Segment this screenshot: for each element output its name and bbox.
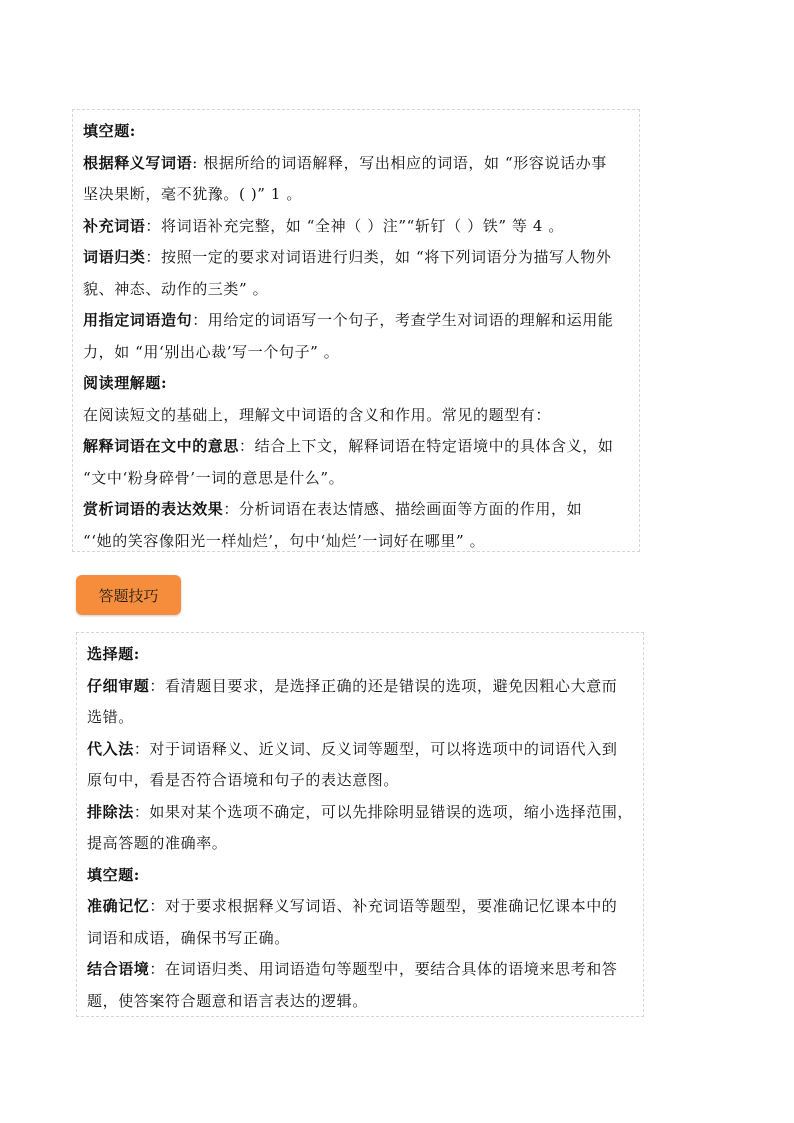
list-item xyxy=(83,211,629,243)
term-label: 代入法 xyxy=(87,739,134,758)
term-label: 排除法 xyxy=(87,802,134,821)
list-item xyxy=(83,148,629,180)
list-item xyxy=(87,797,633,829)
term-label: 准确记忆 xyxy=(87,897,150,915)
answer-tips-tag: 答题技巧 xyxy=(76,575,181,615)
item-text-continued: 词语和成语，确保书写正确。 xyxy=(87,928,290,947)
term-label: 仔细审题 xyxy=(87,676,150,695)
section-heading-reading: 阅读理解题: xyxy=(83,374,168,392)
term-label: 根据释义写词语 xyxy=(83,153,193,172)
list-item xyxy=(83,305,629,337)
list-item xyxy=(87,734,633,766)
list-item xyxy=(83,242,629,274)
term-label: 赏析词语的表达效果 xyxy=(83,500,224,518)
item-text: ：对于词语释义、近义词、反义词等题型，可以将选项中的词语代入到 xyxy=(133,739,618,758)
term-label: 补充词语 xyxy=(83,216,146,235)
list-item xyxy=(83,431,629,463)
item-text: : 根据所给的词语解释，写出相应的词语，如 “形容说话办事 xyxy=(192,153,607,172)
term-label: 用指定词语造句 xyxy=(83,311,193,329)
item-text-continued: 题，使答案符合题意和语言表达的逻辑。 xyxy=(87,991,368,1010)
item-text-continued: 选错。 xyxy=(87,708,134,726)
list-item xyxy=(87,671,633,703)
term-label: 解释词语在文中的意思 xyxy=(83,437,240,455)
item-text-continued: 坚决果断，毫不犹豫。( )” 1 。 xyxy=(83,185,303,203)
section-heading-fill-in: 填空题: xyxy=(83,122,136,140)
section-heading-choice: 选择题: xyxy=(87,645,140,663)
item-text-continued: 提高答题的准确率。 xyxy=(87,834,228,852)
section-heading-fill-in: 填空题: xyxy=(87,865,140,884)
list-item xyxy=(87,891,633,923)
item-text-continued: 原句中，看是否符合语境和句子的表达意图。 xyxy=(87,771,400,789)
item-text: ：用给定的词语写一个句子，考查学生对词语的理解和运用能 xyxy=(192,311,614,329)
item-text: ：分析词语在表达情感、描绘画面等方面的作用，如 xyxy=(223,500,583,518)
item-text-continued: 力，如 “用‘别出心裁’写一个句子” 。 xyxy=(83,342,340,361)
item-text-continued: “文中‘粉身碎骨’一词的意思是什么”。 xyxy=(83,468,345,487)
item-text: ：对于要求根据释义写词语、补充词语等题型，要准确记忆课本中的 xyxy=(149,897,618,915)
item-text: ：结合上下文，解释词语在特定语境中的具体含义，如 xyxy=(239,437,614,455)
item-text: ：按照一定的要求对词语进行归类，如 “将下列词语分为描写人物外 xyxy=(145,248,612,266)
item-text-continued: 貌、神态、动作的三类” 。 xyxy=(83,279,269,298)
list-item xyxy=(83,494,629,526)
item-text: ：将词语补充完整，如 “全神（ ）注”“斩钉（ ）铁” 等 4 。 xyxy=(145,216,565,235)
item-text: ：在词语归类、用词语造句等题型中，要结合具体的语境来思考和答 xyxy=(149,960,618,978)
item-text: ：如果对某个选项不确定，可以先排除明显错误的选项，缩小选择范围， xyxy=(133,802,634,821)
item-text: ：看清题目要求，是选择正确的还是错误的选项，避免因粗心大意而 xyxy=(149,676,618,695)
reading-intro: 在阅读短文的基础上，理解文中词语的含义和作用。常见的题型有： xyxy=(83,405,552,424)
item-text-continued: “‘她的笑容像阳光一样灿烂’，句中‘灿烂’一词好在哪里” 。 xyxy=(83,531,486,550)
answer-tips-box xyxy=(76,632,644,1017)
term-label: 词语归类 xyxy=(83,248,146,266)
question-types-box xyxy=(72,109,640,552)
term-label: 结合语境 xyxy=(87,960,150,978)
list-item xyxy=(87,954,633,986)
